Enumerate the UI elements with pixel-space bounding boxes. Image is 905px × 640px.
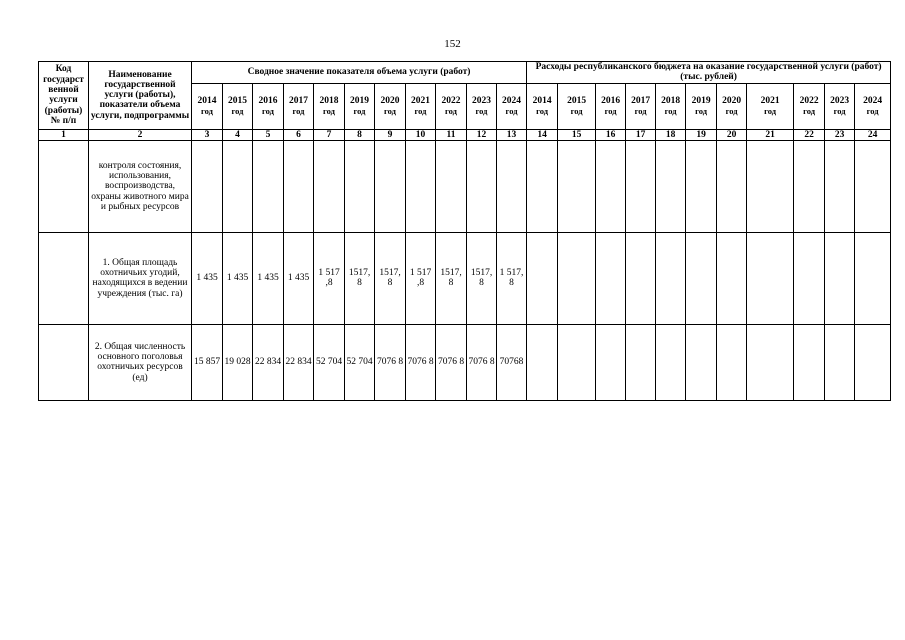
column-number: 1 — [39, 129, 89, 140]
summary-year-label: 2023 — [472, 95, 491, 106]
year-word: год — [536, 106, 549, 117]
summary-year-2 — [253, 83, 284, 129]
budget-value — [686, 232, 717, 324]
summary-year-label: 2024 — [502, 95, 522, 106]
budget-value — [825, 232, 855, 324]
year-word: год — [866, 106, 879, 117]
summary-value — [314, 140, 345, 232]
column-number: 18 — [656, 129, 686, 140]
year-word: год — [323, 106, 335, 117]
budget-value — [855, 140, 891, 232]
column-number: 8 — [345, 129, 375, 140]
summary-year-label: 2016 — [258, 95, 278, 106]
column-number: 16 — [596, 129, 626, 140]
column-number: 14 — [527, 129, 558, 140]
budget-value — [656, 140, 686, 232]
table-row — [39, 232, 891, 324]
summary-year-label: 2017 — [289, 95, 308, 106]
summary-year-label: 2019 — [350, 95, 369, 106]
column-number: 17 — [626, 129, 656, 140]
column-number: 5 — [253, 129, 284, 140]
summary-value — [436, 140, 467, 232]
year-word: год — [604, 106, 617, 117]
row-name: 1. Общая площадь охотничьих угодий, находящихся в ведении учреждения (тыс. га) — [89, 232, 192, 324]
summary-value: 1 517 ,8 — [406, 232, 436, 324]
budget-year-3 — [626, 83, 656, 129]
budget-value — [596, 324, 626, 400]
summary-value: 1517, 8 — [436, 232, 467, 324]
budget-value — [527, 232, 558, 324]
year-word: год — [231, 106, 244, 117]
budget-value — [527, 324, 558, 400]
table-row — [39, 324, 891, 400]
summary-year-9 — [467, 83, 497, 129]
summary-year-7 — [406, 83, 436, 129]
budget-year-4 — [656, 83, 686, 129]
column-number: 22 — [794, 129, 825, 140]
summary-value: 1517, 8 — [375, 232, 406, 324]
budget-year-9 — [825, 83, 855, 129]
column-number: 23 — [825, 129, 855, 140]
budget-year-label: 2017 — [631, 95, 651, 106]
budget-value — [596, 232, 626, 324]
summary-year-3 — [284, 83, 314, 129]
summary-value: 52 704 — [345, 324, 375, 400]
budget-year-0 — [527, 83, 558, 129]
summary-value — [223, 140, 253, 232]
budget-year-label: 2020 — [722, 95, 742, 106]
summary-value: 1517, 8 — [345, 232, 375, 324]
summary-value: 1 435 — [284, 232, 314, 324]
column-number: 19 — [686, 129, 717, 140]
budget-year-1 — [558, 83, 596, 129]
budget-value — [558, 324, 596, 400]
budget-value — [596, 140, 626, 232]
budget-value — [794, 232, 825, 324]
summary-year-label: 2022 — [441, 95, 461, 106]
budget-value — [686, 324, 717, 400]
summary-value: 19 028 — [223, 324, 253, 400]
summary-value — [406, 140, 436, 232]
summary-year-5 — [345, 83, 375, 129]
table-row — [39, 140, 891, 232]
budget-value — [626, 324, 656, 400]
year-word: год — [414, 106, 427, 117]
column-number: 2 — [89, 129, 192, 140]
row-code — [39, 324, 89, 400]
column-number: 12 — [467, 129, 497, 140]
header-code: Код государст венной услуги (работы) № п/п — [39, 62, 89, 130]
header-row-1 — [39, 62, 891, 84]
row-code — [39, 232, 89, 324]
summary-value: 22 834 — [284, 324, 314, 400]
budget-year-10 — [855, 83, 891, 129]
budget-year-8 — [794, 83, 825, 129]
year-word: год — [201, 106, 213, 117]
budget-value — [717, 140, 747, 232]
summary-value — [192, 140, 223, 232]
summary-year-1 — [223, 83, 253, 129]
budget-value — [747, 324, 794, 400]
column-number: 21 — [747, 129, 794, 140]
summary-value: 1 435 — [253, 232, 284, 324]
summary-value — [375, 140, 406, 232]
budget-year-label: 2015 — [567, 95, 587, 106]
header-name: Наименование государственной услуги (работы), показатели объема услуги, подпрограммы — [89, 62, 192, 130]
summary-value — [467, 140, 497, 232]
row-name: контроля состояния, использования, воспроизводства, охраны животного мира и рыбных ресурсов — [89, 140, 192, 232]
summary-value: 7076 8 — [406, 324, 436, 400]
budget-value — [747, 232, 794, 324]
summary-year-0 — [192, 83, 223, 129]
budget-year-label: 2023 — [830, 95, 850, 106]
budget-year-2 — [596, 83, 626, 129]
summary-year-10 — [497, 83, 527, 129]
column-number: 3 — [192, 129, 223, 140]
budget-value — [825, 140, 855, 232]
summary-value: 7076 8 — [467, 324, 497, 400]
column-number: 20 — [717, 129, 747, 140]
budget-value — [747, 140, 794, 232]
budget-value — [656, 324, 686, 400]
year-word: год — [353, 106, 366, 117]
budget-value — [855, 232, 891, 324]
year-word: год — [505, 106, 518, 117]
summary-value: 1 517, 8 — [497, 232, 527, 324]
summary-year-4 — [314, 83, 345, 129]
budget-value — [794, 324, 825, 400]
budget-year-label: 2021 — [760, 95, 780, 106]
summary-year-label: 2020 — [380, 95, 400, 106]
summary-year-label: 2014 — [197, 95, 217, 106]
summary-value — [345, 140, 375, 232]
budget-value — [558, 140, 596, 232]
year-word: год — [634, 106, 647, 117]
year-word: год — [803, 106, 816, 117]
column-number: 7 — [314, 129, 345, 140]
summary-value — [284, 140, 314, 232]
summary-year-6 — [375, 83, 406, 129]
column-number: 13 — [497, 129, 527, 140]
summary-value — [497, 140, 527, 232]
summary-year-label: 2018 — [319, 95, 339, 106]
budget-value — [686, 140, 717, 232]
year-word: год — [695, 106, 708, 117]
summary-value: 22 834 — [253, 324, 284, 400]
column-number-row — [39, 129, 891, 140]
column-number: 9 — [375, 129, 406, 140]
summary-value: 1 517 ,8 — [314, 232, 345, 324]
year-word: год — [833, 106, 846, 117]
summary-value: 52 704 — [314, 324, 345, 400]
summary-year-8 — [436, 83, 467, 129]
budget-value — [855, 324, 891, 400]
summary-year-label: 2015 — [228, 95, 247, 106]
budget-year-7 — [747, 83, 794, 129]
row-name: 2. Общая численность основного поголовья охотничьих ресурсов (ед) — [89, 324, 192, 400]
summary-value: 7076 8 — [436, 324, 467, 400]
summary-value: 1517, 8 — [467, 232, 497, 324]
budget-value — [558, 232, 596, 324]
budget-value — [626, 232, 656, 324]
summary-value: 1 435 — [192, 232, 223, 324]
budget-value — [794, 140, 825, 232]
year-word: год — [445, 106, 457, 117]
summary-year-label: 2021 — [411, 95, 430, 106]
budget-year-label: 2016 — [601, 95, 621, 106]
column-number: 15 — [558, 129, 596, 140]
summary-value: 1 435 — [223, 232, 253, 324]
budget-value — [656, 232, 686, 324]
budget-year-label: 2022 — [799, 95, 819, 106]
budget-year-label: 2018 — [661, 95, 681, 106]
summary-value: 15 857 — [192, 324, 223, 400]
budget-value — [717, 232, 747, 324]
summary-value: 70768 — [497, 324, 527, 400]
row-code — [39, 140, 89, 232]
header-summary: Сводное значение показателя объема услуги (работ) — [192, 62, 527, 84]
year-word: год — [292, 106, 305, 117]
year-word: год — [764, 106, 777, 117]
budget-year-6 — [717, 83, 747, 129]
page-number: 152 — [444, 38, 461, 50]
budget-year-label: 2014 — [532, 95, 552, 106]
budget-year-5 — [686, 83, 717, 129]
budget-year-label: 2024 — [863, 95, 883, 106]
budget-value — [626, 140, 656, 232]
year-word: год — [384, 106, 396, 117]
column-number: 6 — [284, 129, 314, 140]
budget-value — [717, 324, 747, 400]
budget-year-label: 2019 — [691, 95, 711, 106]
column-number: 10 — [406, 129, 436, 140]
column-number: 24 — [855, 129, 891, 140]
summary-value: 7076 8 — [375, 324, 406, 400]
year-word: год — [262, 106, 274, 117]
budget-value — [825, 324, 855, 400]
header-budget: Расходы республиканского бюджета на оказание государственной услуги (работ) (тыс. рублей) — [527, 62, 891, 84]
budget-table — [38, 61, 891, 401]
budget-value — [527, 140, 558, 232]
column-number: 11 — [436, 129, 467, 140]
column-number: 4 — [223, 129, 253, 140]
year-word: год — [725, 106, 738, 117]
year-word: год — [664, 106, 677, 117]
year-word: год — [570, 106, 583, 117]
year-word: год — [475, 106, 488, 117]
summary-value — [253, 140, 284, 232]
